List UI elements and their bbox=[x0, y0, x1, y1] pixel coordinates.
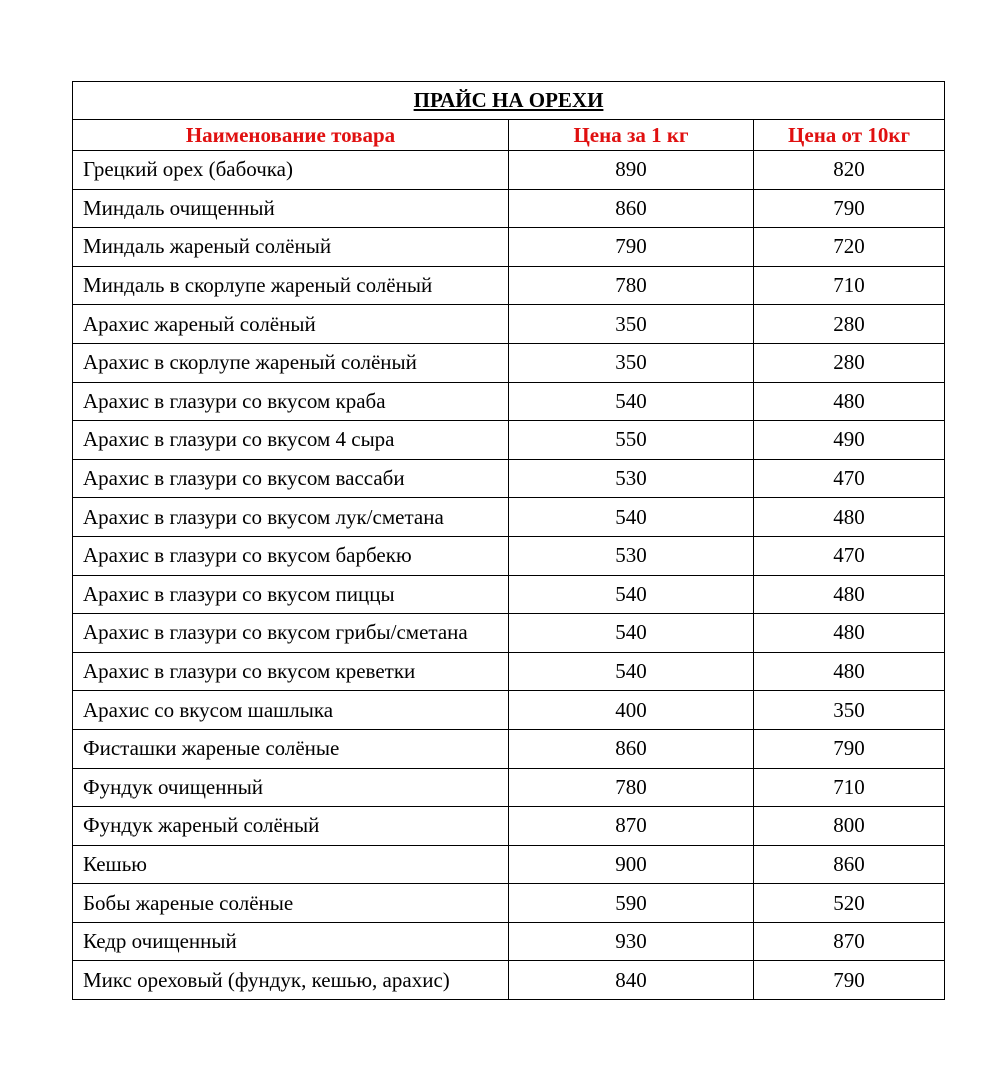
table-row bbox=[73, 922, 945, 961]
price-10kg-cell: 480 bbox=[754, 575, 945, 614]
price-10kg-cell: 490 bbox=[754, 421, 945, 460]
price-1kg-cell: 780 bbox=[509, 768, 754, 807]
price-1kg-cell: 860 bbox=[509, 729, 754, 768]
price-1kg-cell: 840 bbox=[509, 961, 754, 1000]
table-row bbox=[73, 691, 945, 730]
price-10kg-cell: 790 bbox=[754, 961, 945, 1000]
price-1kg-cell: 860 bbox=[509, 189, 754, 228]
table-row bbox=[73, 305, 945, 344]
table-row bbox=[73, 768, 945, 807]
product-name-cell: Миндаль в скорлупе жареный солёный bbox=[73, 266, 509, 305]
product-name-cell: Фисташки жареные солёные bbox=[73, 729, 509, 768]
price-1kg-cell: 540 bbox=[509, 382, 754, 421]
table-row bbox=[73, 343, 945, 382]
price-1kg-cell: 780 bbox=[509, 266, 754, 305]
price-1kg-cell: 870 bbox=[509, 807, 754, 846]
table-row bbox=[73, 652, 945, 691]
price-10kg-cell: 470 bbox=[754, 536, 945, 575]
product-name-cell: Миндаль жареный солёный bbox=[73, 228, 509, 267]
product-name-cell: Арахис в скорлупе жареный солёный bbox=[73, 343, 509, 382]
price-10kg-cell: 470 bbox=[754, 459, 945, 498]
product-name-cell: Арахис в глазури со вкусом лук/сметана bbox=[73, 498, 509, 537]
product-name-cell: Арахис в глазури со вкусом барбекю bbox=[73, 536, 509, 575]
product-name-cell: Арахис со вкусом шашлыка bbox=[73, 691, 509, 730]
price-1kg-cell: 530 bbox=[509, 459, 754, 498]
price-list-title: ПРАЙС НА ОРЕХИ bbox=[73, 82, 945, 120]
product-name-cell: Фундук очищенный bbox=[73, 768, 509, 807]
price-1kg-cell: 900 bbox=[509, 845, 754, 884]
product-name-cell: Грецкий орех (бабочка) bbox=[73, 151, 509, 190]
price-10kg-cell: 790 bbox=[754, 729, 945, 768]
table-row bbox=[73, 421, 945, 460]
table-row bbox=[73, 614, 945, 653]
price-10kg-cell: 800 bbox=[754, 807, 945, 846]
product-name-cell: Фундук жареный солёный bbox=[73, 807, 509, 846]
column-header-name: Наименование товара bbox=[73, 120, 509, 151]
product-name-cell: Арахис в глазури со вкусом пиццы bbox=[73, 575, 509, 614]
product-name-cell: Кешью bbox=[73, 845, 509, 884]
product-name-cell: Арахис в глазури со вкусом креветки bbox=[73, 652, 509, 691]
price-1kg-cell: 540 bbox=[509, 652, 754, 691]
price-1kg-cell: 890 bbox=[509, 151, 754, 190]
table-row bbox=[73, 459, 945, 498]
price-1kg-cell: 590 bbox=[509, 884, 754, 923]
price-1kg-cell: 540 bbox=[509, 498, 754, 537]
table-row bbox=[73, 151, 945, 190]
table-row bbox=[73, 266, 945, 305]
table-row bbox=[73, 575, 945, 614]
price-10kg-cell: 710 bbox=[754, 768, 945, 807]
table-row bbox=[73, 382, 945, 421]
price-10kg-cell: 480 bbox=[754, 652, 945, 691]
price-1kg-cell: 790 bbox=[509, 228, 754, 267]
product-name-cell: Арахис жареный солёный bbox=[73, 305, 509, 344]
price-10kg-cell: 280 bbox=[754, 305, 945, 344]
product-name-cell: Кедр очищенный bbox=[73, 922, 509, 961]
product-name-cell: Миндаль очищенный bbox=[73, 189, 509, 228]
product-name-cell: Бобы жареные солёные bbox=[73, 884, 509, 923]
product-name-cell: Микс ореховый (фундук, кешью, арахис) bbox=[73, 961, 509, 1000]
price-10kg-cell: 350 bbox=[754, 691, 945, 730]
product-name-cell: Арахис в глазури со вкусом 4 сыра bbox=[73, 421, 509, 460]
price-1kg-cell: 350 bbox=[509, 305, 754, 344]
price-1kg-cell: 930 bbox=[509, 922, 754, 961]
column-header-price-10kg: Цена от 10кг bbox=[754, 120, 945, 151]
price-10kg-cell: 860 bbox=[754, 845, 945, 884]
table-row bbox=[73, 729, 945, 768]
table-row bbox=[73, 845, 945, 884]
price-10kg-cell: 520 bbox=[754, 884, 945, 923]
table-row bbox=[73, 536, 945, 575]
price-10kg-cell: 480 bbox=[754, 382, 945, 421]
table-row bbox=[73, 961, 945, 1000]
price-10kg-cell: 480 bbox=[754, 614, 945, 653]
price-10kg-cell: 870 bbox=[754, 922, 945, 961]
price-10kg-cell: 710 bbox=[754, 266, 945, 305]
price-10kg-cell: 280 bbox=[754, 343, 945, 382]
product-name-cell: Арахис в глазури со вкусом краба bbox=[73, 382, 509, 421]
table-row bbox=[73, 884, 945, 923]
table-row bbox=[73, 189, 945, 228]
product-name-cell: Арахис в глазури со вкусом вассаби bbox=[73, 459, 509, 498]
price-1kg-cell: 540 bbox=[509, 614, 754, 653]
table-row bbox=[73, 228, 945, 267]
product-name-cell: Арахис в глазури со вкусом грибы/сметана bbox=[73, 614, 509, 653]
header-row bbox=[73, 120, 945, 151]
price-1kg-cell: 550 bbox=[509, 421, 754, 460]
table-row bbox=[73, 498, 945, 537]
column-header-price-1kg: Цена за 1 кг bbox=[509, 120, 754, 151]
price-table-body bbox=[73, 151, 945, 1000]
price-1kg-cell: 540 bbox=[509, 575, 754, 614]
price-10kg-cell: 480 bbox=[754, 498, 945, 537]
price-table bbox=[72, 81, 945, 1000]
price-10kg-cell: 820 bbox=[754, 151, 945, 190]
price-1kg-cell: 530 bbox=[509, 536, 754, 575]
title-row bbox=[73, 82, 945, 120]
price-10kg-cell: 720 bbox=[754, 228, 945, 267]
price-1kg-cell: 350 bbox=[509, 343, 754, 382]
price-10kg-cell: 790 bbox=[754, 189, 945, 228]
table-row bbox=[73, 807, 945, 846]
price-1kg-cell: 400 bbox=[509, 691, 754, 730]
